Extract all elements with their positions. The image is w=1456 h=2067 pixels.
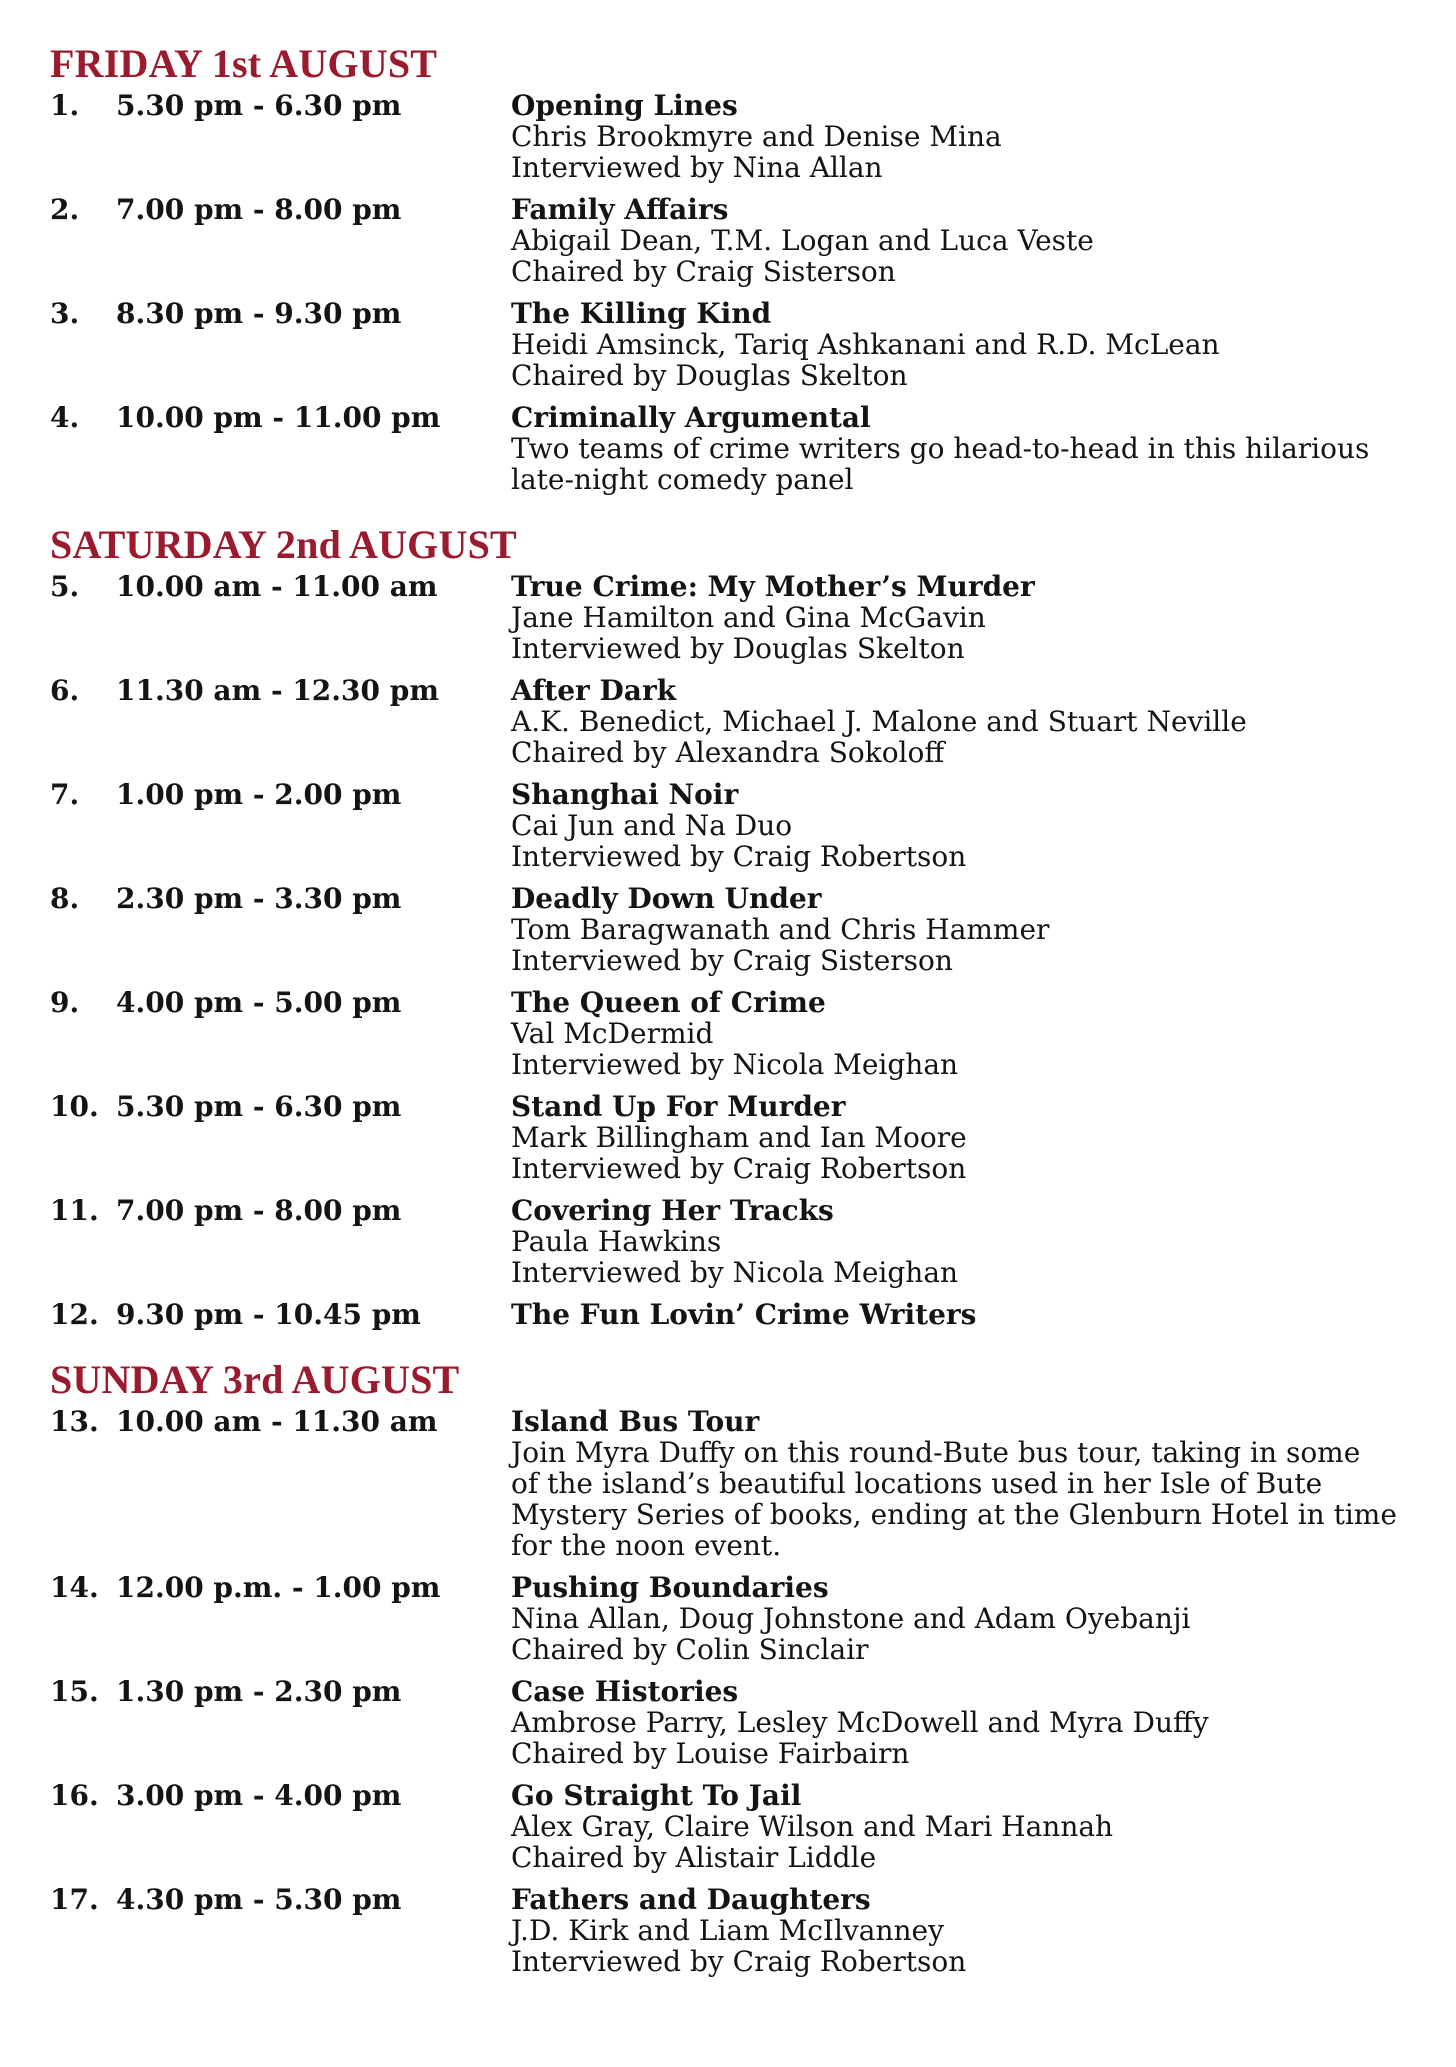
event-number: 16.	[50, 1779, 99, 1812]
event-description-line: Mystery Series of books, ending at the Glenburn Hotel in time	[511, 1498, 1397, 1531]
event-title: Family Affairs	[511, 193, 729, 226]
event-description-line: Interviewed by Craig Robertson	[511, 1152, 967, 1185]
day-section	[50, 42, 1420, 495]
event-time: 10.00 am - 11.30 am	[116, 1405, 438, 1438]
event-description-line: Chaired by Craig Sisterson	[511, 255, 896, 288]
event-details	[511, 1092, 1420, 1184]
event-description-line: Ambrose Parry, Lesley McDowell and Myra Duffy	[511, 1706, 1209, 1739]
event-number: 8.	[50, 882, 80, 915]
event-details	[511, 1573, 1420, 1665]
event-details	[511, 1885, 1420, 1977]
event-time: 12.00 p.m. - 1.00 pm	[116, 1571, 441, 1604]
event-item	[50, 1300, 1420, 1330]
event-title: Opening Lines	[511, 89, 738, 122]
event-title: The Queen of Crime	[511, 986, 826, 1019]
event-time: 3.00 pm - 4.00 pm	[116, 1779, 402, 1812]
event-time: 1.30 pm - 2.30 pm	[116, 1675, 402, 1708]
event-time: 10.00 am - 11.00 am	[116, 570, 438, 603]
event-description-line: Nina Allan, Doug Johnstone and Adam Oyebanji	[511, 1602, 1191, 1635]
event-time: 5.30 pm - 6.30 pm	[116, 89, 402, 122]
event-details	[511, 1407, 1420, 1561]
event-details	[511, 884, 1420, 976]
event-item	[50, 1407, 1420, 1561]
day-section	[50, 523, 1420, 1330]
event-item	[50, 988, 1420, 1080]
event-time: 1.00 pm - 2.00 pm	[116, 778, 402, 811]
event-item	[50, 780, 1420, 872]
event-title: The Killing Kind	[511, 297, 772, 330]
event-number: 13.	[50, 1405, 99, 1438]
event-description-line: Interviewed by Nina Allan	[511, 151, 883, 184]
event-description-line: Chris Brookmyre and Denise Mina	[511, 120, 1002, 153]
day-heading: SATURDAY 2nd AUGUST	[50, 522, 517, 567]
event-item	[50, 1677, 1420, 1769]
event-description-line: Paula Hawkins	[511, 1225, 722, 1258]
event-description-line: of the island’s beautiful locations used in her Isle of Bute	[511, 1467, 1323, 1500]
event-item	[50, 1885, 1420, 1977]
event-title: Criminally Argumental	[511, 401, 871, 434]
event-time: 7.00 pm - 8.00 pm	[116, 1194, 402, 1227]
event-item	[50, 884, 1420, 976]
event-details	[511, 780, 1420, 872]
event-description-line: Abigail Dean, T.M. Logan and Luca Veste	[511, 224, 1094, 257]
event-details	[511, 299, 1420, 391]
event-description-line: Join Myra Duffy on this round-Bute bus tour, taking in some	[511, 1436, 1361, 1469]
event-number: 4.	[50, 401, 80, 434]
event-time: 10.00 pm - 11.00 pm	[116, 401, 441, 434]
event-title: True Crime: My Mother’s Murder	[511, 570, 1035, 603]
event-title: Deadly Down Under	[511, 882, 822, 915]
event-description-line: Two teams of crime writers go head-to-head in this hilarious	[511, 432, 1370, 465]
event-description-line: Interviewed by Douglas Skelton	[511, 632, 965, 665]
event-title: Covering Her Tracks	[511, 1194, 834, 1227]
event-time: 9.30 pm - 10.45 pm	[116, 1298, 421, 1331]
event-time: 7.00 pm - 8.00 pm	[116, 193, 402, 226]
event-number: 12.	[50, 1298, 99, 1331]
event-title: The Fun Lovin’ Crime Writers	[511, 1298, 977, 1331]
event-title: After Dark	[511, 674, 677, 707]
event-item	[50, 1781, 1420, 1873]
event-description-line: Chaired by Louise Fairbairn	[511, 1737, 910, 1770]
event-title: Go Straight To Jail	[511, 1779, 802, 1812]
event-description-line: Cai Jun and Na Duo	[511, 809, 793, 842]
event-description-line: Chaired by Colin Sinclair	[511, 1633, 869, 1666]
event-time: 2.30 pm - 3.30 pm	[116, 882, 402, 915]
event-item	[50, 1196, 1420, 1288]
event-number: 17.	[50, 1883, 99, 1916]
event-number: 7.	[50, 778, 80, 811]
event-description-line: Interviewed by Nicola Meighan	[511, 1048, 959, 1081]
event-time: 5.30 pm - 6.30 pm	[116, 1090, 402, 1123]
event-description-line: Chaired by Alexandra Sokoloff	[511, 736, 945, 769]
event-description-line: Jane Hamilton and Gina McGavin	[511, 601, 986, 634]
event-details	[511, 91, 1420, 183]
event-number: 11.	[50, 1194, 99, 1227]
event-item	[50, 299, 1420, 391]
event-details	[511, 1196, 1420, 1288]
event-number: 9.	[50, 986, 80, 1019]
event-description-line: Interviewed by Nicola Meighan	[511, 1256, 959, 1289]
event-description-line: late-night comedy panel	[511, 463, 854, 496]
event-title: Shanghai Noir	[511, 778, 739, 811]
event-item	[50, 91, 1420, 183]
event-item	[50, 1573, 1420, 1665]
event-description-line: Interviewed by Craig Sisterson	[511, 944, 953, 977]
event-time: 4.30 pm - 5.30 pm	[116, 1883, 402, 1916]
event-time: 8.30 pm - 9.30 pm	[116, 297, 402, 330]
day-section	[50, 1358, 1420, 1977]
event-details	[511, 403, 1420, 495]
event-item	[50, 403, 1420, 495]
event-description-line: J.D. Kirk and Liam McIlvanney	[511, 1914, 944, 1947]
event-number: 5.	[50, 570, 80, 603]
event-description-line: for the noon event.	[511, 1529, 782, 1562]
event-item	[50, 195, 1420, 287]
event-time: 11.30 am - 12.30 pm	[116, 674, 439, 707]
event-number: 1.	[50, 89, 80, 122]
event-title: Fathers and Daughters	[511, 1883, 871, 1916]
event-number: 6.	[50, 674, 80, 707]
event-details	[511, 1677, 1420, 1769]
event-title: Island Bus Tour	[511, 1405, 760, 1438]
event-item	[50, 676, 1420, 768]
event-details	[511, 1300, 1420, 1330]
day-heading: SUNDAY 3rd AUGUST	[50, 1357, 460, 1402]
event-details	[511, 195, 1420, 287]
event-number: 15.	[50, 1675, 99, 1708]
event-item	[50, 572, 1420, 664]
event-description-line: Val McDermid	[511, 1017, 714, 1050]
event-details	[511, 676, 1420, 768]
event-description-line: Chaired by Douglas Skelton	[511, 359, 908, 392]
event-description-line: A.K. Benedict, Michael J. Malone and Stuart Neville	[511, 705, 1247, 738]
event-description-line: Interviewed by Craig Robertson	[511, 1945, 967, 1978]
event-description-line: Alex Gray, Claire Wilson and Mari Hannah	[511, 1810, 1114, 1843]
event-details	[511, 988, 1420, 1080]
event-description-line: Interviewed by Craig Robertson	[511, 840, 967, 873]
event-number: 14.	[50, 1571, 99, 1604]
event-number: 3.	[50, 297, 80, 330]
event-title: Stand Up For Murder	[511, 1090, 846, 1123]
event-time: 4.00 pm - 5.00 pm	[116, 986, 402, 1019]
event-item	[50, 1092, 1420, 1184]
event-number: 10.	[50, 1090, 99, 1123]
event-title: Pushing Boundaries	[511, 1571, 829, 1604]
day-heading: FRIDAY 1st AUGUST	[50, 41, 438, 86]
event-description-line: Chaired by Alistair Liddle	[511, 1841, 877, 1874]
event-title: Case Histories	[511, 1675, 739, 1708]
event-details	[511, 572, 1420, 664]
event-details	[511, 1781, 1420, 1873]
event-description-line: Mark Billingham and Ian Moore	[511, 1121, 967, 1154]
event-description-line: Tom Baragwanath and Chris Hammer	[511, 913, 1050, 946]
event-number: 2.	[50, 193, 80, 226]
event-description-line: Heidi Amsinck, Tariq Ashkanani and R.D. McLean	[511, 328, 1220, 361]
programme-page	[50, 42, 1420, 2005]
